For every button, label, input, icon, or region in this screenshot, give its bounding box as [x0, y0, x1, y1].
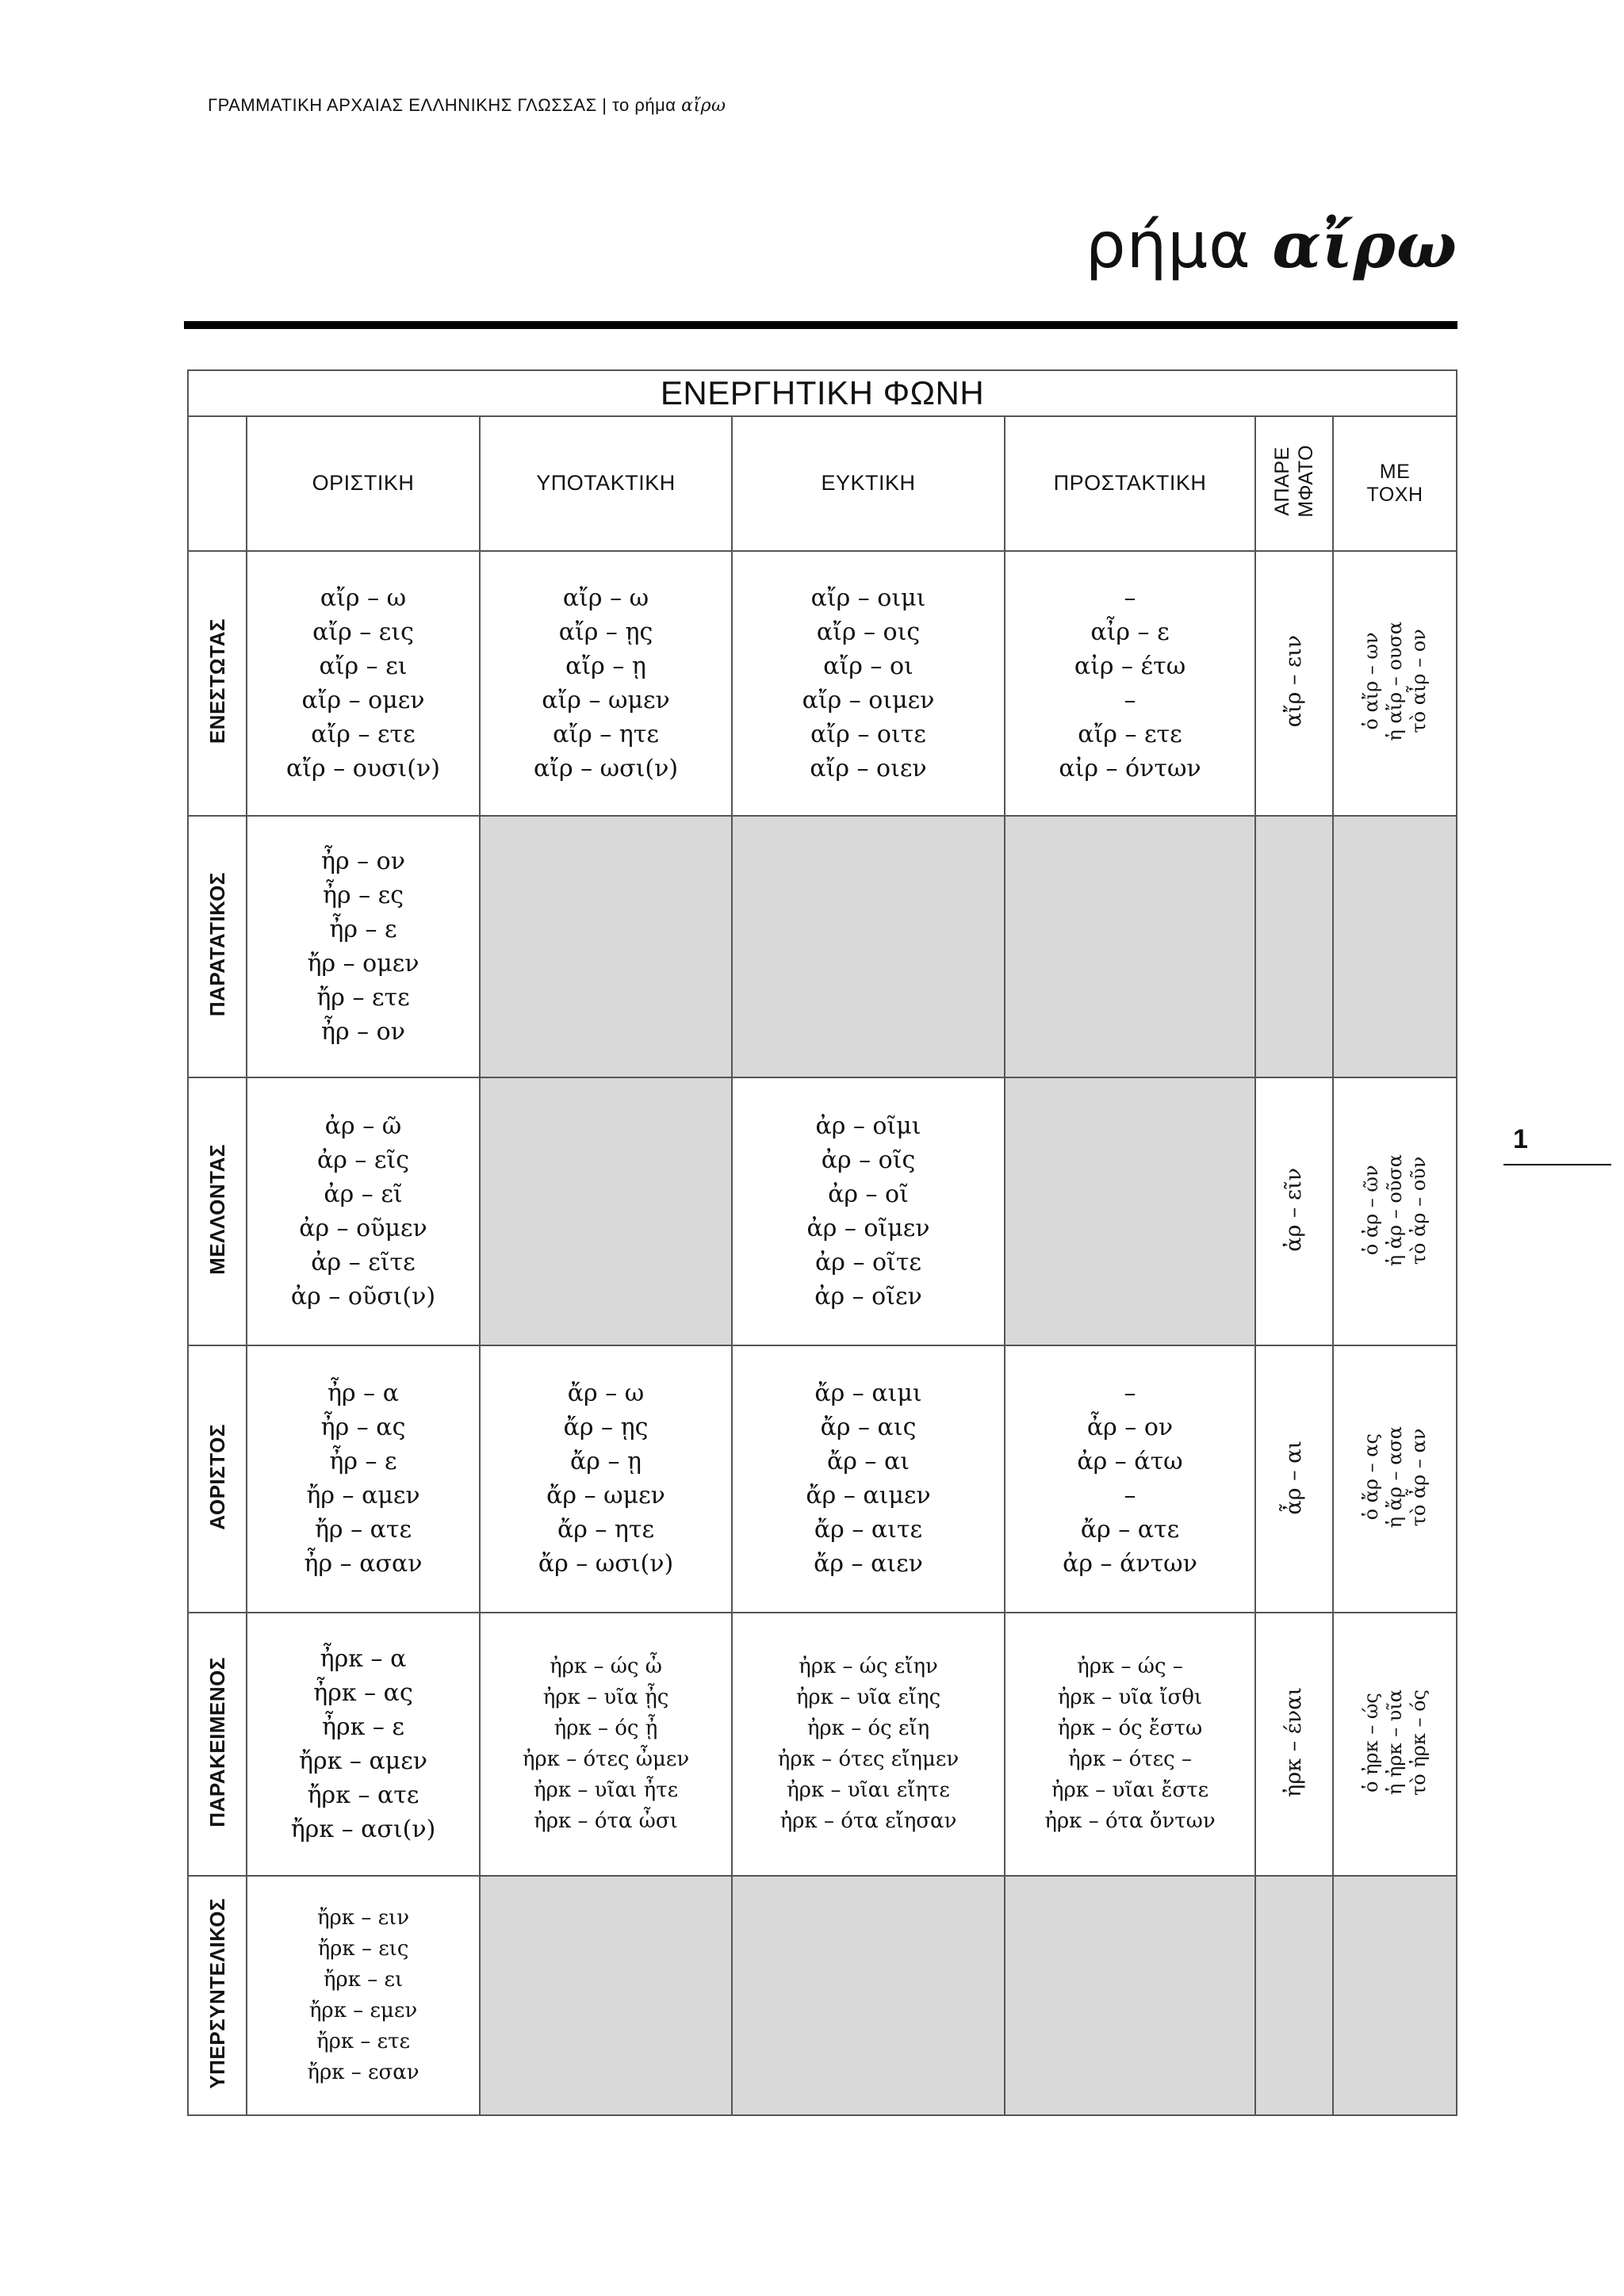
cell-empty: [480, 1876, 732, 2115]
cell-prostaktiki: – ἆρ – ον ἀρ – άτω – ἄρ – ατε ἀρ – άντων: [1005, 1345, 1255, 1612]
cell-empty: [1333, 816, 1457, 1077]
cell-eyktiki: ἄρ – αιμι ἄρ – αις ἄρ – αι ἄρ – αιμεν ἄρ – αιτε ἄρ – αιεν: [732, 1345, 1005, 1612]
cell-oristiki: αἴρ – ω αἴρ – εις αἴρ – ει αἴρ – ομεν αἴρ – ετε αἴρ – ουσι(ν): [247, 551, 480, 816]
row-paratatikos: [188, 816, 1457, 1077]
row-parakeimenos: [188, 1613, 1457, 1876]
running-header: [208, 95, 726, 116]
col-metochi-line: ΤΟΧΗ: [1366, 483, 1423, 506]
col-aparemfato-line: ΑΠΑΡΕ: [1271, 446, 1293, 516]
row-aoristos: [188, 1345, 1457, 1612]
page-title-prefix: ρήμα: [1085, 209, 1251, 282]
page-number: 1: [1513, 1124, 1528, 1154]
voice-heading: ΕΝΕΡΓΗΤΙΚΗ ΦΩΝΗ: [188, 370, 1457, 416]
tense-label: ΥΠΕΡΣΥΝΤΕΛΙΚΟΣ: [188, 1876, 247, 2115]
cell-prostaktiki: ἠρκ – ώς – ἠρκ – υῖα ἴσθι ἠρκ – ός ἔστω ἠρκ – ότες – ἠρκ – υῖαι ἔστε ἠρκ – ότα ὄντων: [1005, 1613, 1255, 1876]
conjugation-table: [187, 369, 1457, 2116]
col-ypotaktiki: ΥΠΟΤΑΚΤΙΚΗ: [480, 416, 732, 550]
cell-eyktiki: ἀρ – οῖμι ἀρ – οῖς ἀρ – οῖ ἀρ – οῖμεν ἀρ – οῖτε ἀρ – οῖεν: [732, 1077, 1005, 1345]
cell-oristiki: ἦρ – ον ἦρ – ες ἦρ – ε ἤρ – ομεν ἤρ – ετε ἦρ – ον: [247, 816, 480, 1077]
cell-aparemfato: ἆρ – αι: [1255, 1345, 1333, 1612]
col-aparemfato: [1255, 416, 1333, 550]
col-eyktiki: ΕΥΚΤΙΚΗ: [732, 416, 1005, 550]
page-title-verb: αἴρω: [1272, 208, 1457, 282]
cell-eyktiki: ἠρκ – ώς εἴην ἠρκ – υῖα εἴης ἠρκ – ός εἴη ἠρκ – ότες εἴημεν ἠρκ – υῖαι εἴητε ἠρκ – ότα εἴησαν: [732, 1613, 1005, 1876]
cell-empty: [1005, 816, 1255, 1077]
cell-prostaktiki: – αἶρ – ε αἰρ – έτω – αἴρ – ετε αἰρ – όντων: [1005, 551, 1255, 816]
cell-aparemfato: αἴρ – ειν: [1255, 551, 1333, 816]
cell-metochi: ὁ αἴρ – ων ἡ αἴρ – ουσα τὸ αἶρ – ον: [1333, 551, 1457, 816]
cell-eyktiki: αἴρ – οιμι αἴρ – οις αἴρ – οι αἴρ – οιμεν αἴρ – οιτε αἴρ – οιεν: [732, 551, 1005, 816]
cell-empty: [732, 1876, 1005, 2115]
cell-empty: [732, 816, 1005, 1077]
cell-empty: [480, 1077, 732, 1345]
tense-label: ΕΝΕΣΤΩΤΑΣ: [188, 551, 247, 816]
page-title: [1086, 208, 1457, 282]
cell-empty: [1255, 1876, 1333, 2115]
cell-metochi: ὁ ἀρ – ῶν ἡ ἀρ – οῦσα τὸ ἀρ – οῦν: [1333, 1077, 1457, 1345]
cell-empty: [1333, 1876, 1457, 2115]
tense-label: ΑΟΡΙΣΤΟΣ: [188, 1345, 247, 1612]
col-oristiki: ΟΡΙΣΤΙΚΗ: [247, 416, 480, 550]
cell-empty: [1005, 1077, 1255, 1345]
row-mellontas: [188, 1077, 1457, 1345]
cell-ypotaktiki: ἄρ – ω ἄρ – ῃς ἄρ – ῃ ἄρ – ωμεν ἄρ – ητε ἄρ – ωσι(ν): [480, 1345, 732, 1612]
cell-oristiki: ἦρκ – α ἦρκ – ας ἦρκ – ε ἤρκ – αμεν ἤρκ – ατε ἤρκ – ασι(ν): [247, 1613, 480, 1876]
cell-oristiki: ἀρ – ῶ ἀρ – εῖς ἀρ – εῖ ἀρ – οῦμεν ἀρ – εῖτε ἀρ – οῦσι(ν): [247, 1077, 480, 1345]
row-ypersyntelikos: [188, 1876, 1457, 2115]
col-metochi: [1333, 416, 1457, 550]
cell-metochi: ὁ ἠρκ – ώς ἡ ἠρκ – υῖα τὸ ἠρκ – ός: [1333, 1613, 1457, 1876]
cell-ypotaktiki: ἠρκ – ώς ὦ ἠρκ – υῖα ᾖς ἠρκ – ός ᾖ ἠρκ – ότες ὦμεν ἠρκ – υῖαι ἦτε ἠρκ – ότα ὦσι: [480, 1613, 732, 1876]
cell-empty: [480, 816, 732, 1077]
running-header-text: ΓΡΑΜΜΑΤΙΚΗ ΑΡΧΑΙΑΣ ΕΛΛΗΝΙΚΗΣ ΓΛΩΣΣΑΣ | το ρήμα: [208, 95, 676, 115]
title-rule: [184, 321, 1457, 329]
cell-oristiki: ἤρκ – ειν ἤρκ – εις ἤρκ – ει ἤρκ – εμεν ἤρκ – ετε ἤρκ – εσαν: [247, 1876, 480, 2115]
cell-empty: [1005, 1876, 1255, 2115]
corner-cell: [188, 416, 247, 550]
running-header-verb: αἴρω: [681, 96, 726, 116]
cell-ypotaktiki: αἴρ – ω αἴρ – ῃς αἴρ – ῃ αἴρ – ωμεν αἴρ – ητε αἴρ – ωσι(ν): [480, 551, 732, 816]
col-prostaktiki: ΠΡΟΣΤΑΚΤΙΚΗ: [1005, 416, 1255, 550]
tense-label: ΜΕΛΛΟΝΤΑΣ: [188, 1077, 247, 1345]
cell-empty: [1255, 816, 1333, 1077]
page-number-rule: [1503, 1164, 1611, 1165]
cell-oristiki: ἦρ – α ἦρ – ας ἦρ – ε ἤρ – αμεν ἤρ – ατε ἦρ – ασαν: [247, 1345, 480, 1612]
col-aparemfato-line: ΜΦΑΤΟ: [1295, 444, 1317, 518]
cell-metochi: ὁ ἄρ – ας ἡ ἄρ – ασα τὸ ἆρ – αν: [1333, 1345, 1457, 1612]
tense-label: ΠΑΡΑΚΕΙΜΕΝΟΣ: [188, 1613, 247, 1876]
row-enestotas: [188, 551, 1457, 816]
cell-aparemfato: ἀρ – εῖν: [1255, 1077, 1333, 1345]
cell-aparemfato: ἠρκ – έναι: [1255, 1613, 1333, 1876]
col-metochi-line: ΜΕ: [1379, 460, 1411, 483]
tense-label: ΠΑΡΑΤΑΤΙΚΟΣ: [188, 816, 247, 1077]
